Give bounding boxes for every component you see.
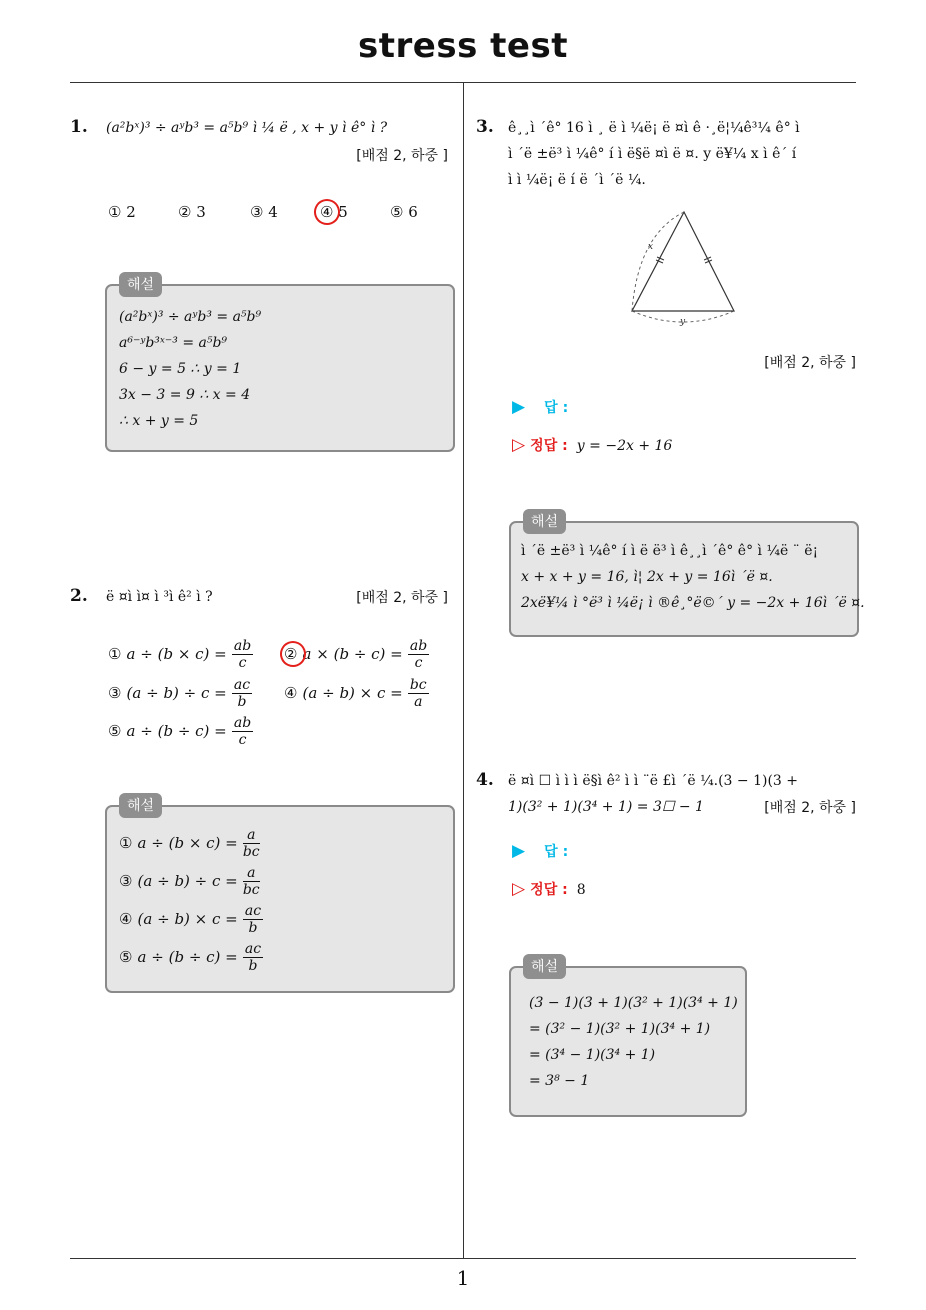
question-3-text-line: ê¸¸ì ´ê° 16 ì ¸ ë ì ¼ë¡ ë ¤ì ê ·¸ë¦¼ê³¼ ê° ì	[508, 120, 800, 136]
q1-solution-tag: 해설	[119, 272, 162, 297]
q4-answer-label: 답 :	[544, 844, 569, 860]
page-number: 1	[456, 1266, 470, 1290]
denominator: c	[238, 655, 247, 671]
numerator: ac	[244, 941, 262, 957]
q2-choice-3[interactable]	[108, 677, 252, 710]
column-divider	[463, 82, 464, 1258]
question-3-text-line: ì ´ë ±ë³ ì ¼ê° í ì ë§ë ¤ì ë ¤. y ë¥¼ x ì ê´ í	[508, 146, 797, 162]
choice-marker: ⑤	[108, 722, 122, 740]
choice-marker: ③	[119, 872, 133, 890]
fraction	[408, 677, 429, 710]
q3-final-value: y = −2x + 16	[576, 438, 673, 454]
q4-solution-line: = (3⁴ − 1)(3⁴ + 1)	[529, 1047, 656, 1063]
page-title: stress test	[358, 26, 568, 66]
q2-choice-4[interactable]	[284, 677, 429, 710]
q2-solution-tag: 해설	[119, 793, 162, 818]
q2-solution-line	[119, 827, 260, 860]
choice-marker: ②	[284, 645, 298, 663]
q1-choice-4[interactable]: ④ 5	[320, 203, 348, 221]
q4-final-label: 정답 :	[530, 882, 568, 898]
question-3-meta: [배점 2, 하중 ]	[764, 355, 856, 371]
question-1-number: 1.	[70, 117, 88, 137]
q2-solution-line	[119, 941, 263, 974]
choice-expression: (a ÷ b) × c =	[302, 684, 403, 702]
question-4-text	[508, 768, 798, 820]
solution-expression: a ÷ (b ÷ c) =	[137, 948, 238, 966]
choice-marker: ④	[284, 684, 298, 702]
numerator: a	[243, 827, 260, 844]
q4-solution-line: = 3⁸ − 1	[529, 1073, 590, 1089]
q4-solution-tag: 해설	[523, 954, 566, 979]
fraction	[243, 865, 260, 898]
fraction	[232, 638, 253, 671]
fraction	[243, 903, 263, 936]
question-2-meta: [배점 2, 하중 ]	[356, 590, 448, 606]
footer-rule	[70, 1258, 856, 1259]
q3-answer-row	[512, 397, 568, 417]
q1-choice-3[interactable]: ③ 4	[250, 203, 278, 221]
question-4-meta: [배점 2, 하중 ]	[764, 800, 856, 816]
choice-marker: ③	[108, 684, 122, 702]
q3-answer-label: 답 :	[544, 400, 569, 416]
play-arrow-icon: ▶	[512, 841, 526, 861]
question-4-number: 4.	[476, 770, 494, 790]
choice-expression: a ÷ (b × c) =	[126, 645, 227, 663]
fraction	[243, 827, 260, 860]
choice-marker: ④	[119, 910, 133, 928]
q2-choice-1[interactable]	[108, 638, 253, 671]
q2-solution-line	[119, 865, 260, 898]
numerator: ab	[233, 638, 252, 654]
numerator: bc	[409, 677, 427, 693]
q4-final-answer-row	[512, 877, 586, 903]
question-2-text: ë ¤ì ì¤ ì ³ì ê² ì ?	[106, 589, 213, 605]
numerator: ac	[233, 677, 251, 693]
fraction	[408, 638, 429, 671]
denominator: bc	[242, 844, 260, 860]
q4-solution-line: (3 − 1)(3 + 1)(3² + 1)(3⁴ + 1)	[529, 995, 738, 1011]
question-1-text: (a²bˣ)³ ÷ aʸb³ = a⁵b⁹ ì ¼ ë , x + y ì ê° ì ?	[106, 120, 388, 136]
solution-expression: (a ÷ b) × c =	[137, 910, 238, 928]
choice-marker: ⑤	[119, 948, 133, 966]
q3-solution-line: ì ´ë ±ë³ ì ¼ê° í ì ë ë³ ì ê¸¸ì ´ê° ê° ì ¼ë ¨ ë¡	[521, 543, 819, 559]
q3-solution-tag: 해설	[523, 509, 566, 534]
outline-arrow-icon: ▷	[512, 435, 526, 455]
play-arrow-icon: ▶	[512, 397, 526, 417]
question-3-number: 3.	[476, 117, 494, 137]
q3-solution-line: x + x + y = 16, ì¦ 2x + y = 16ì ´ë ¤.	[521, 569, 773, 585]
q2-solution-line	[119, 903, 263, 936]
solution-expression: a ÷ (b × c) =	[137, 834, 238, 852]
figure-label-y: y	[680, 317, 686, 327]
question-1-meta: [배점 2, 하중 ]	[356, 148, 448, 164]
denominator: c	[238, 732, 247, 748]
choice-marker: ①	[119, 834, 133, 852]
fraction	[232, 677, 252, 710]
q1-marked-answer-circle	[310, 195, 343, 228]
numerator: a	[243, 865, 260, 882]
numerator: ac	[244, 903, 262, 919]
denominator: a	[414, 694, 423, 710]
denominator: c	[414, 655, 423, 671]
fraction	[243, 941, 263, 974]
q4-solution-box	[509, 966, 747, 1117]
denominator: b	[248, 920, 258, 936]
q1-solution-box	[105, 284, 455, 452]
question-2-number: 2.	[70, 586, 88, 606]
denominator: b	[237, 694, 247, 710]
q2-solution-box	[105, 805, 455, 993]
fraction	[232, 715, 253, 748]
q2-choice-5[interactable]	[108, 715, 253, 748]
choice-expression: (a ÷ b) ÷ c =	[126, 684, 227, 702]
q4-answer-row	[512, 841, 568, 861]
choice-expression: a ÷ (b ÷ c) =	[126, 722, 227, 740]
triangle-figure	[618, 205, 748, 330]
question-3-text-line: ì ì ¼ë¡ ë í ë ´ì ´ë ¼.	[508, 172, 646, 188]
numerator: ab	[409, 638, 428, 654]
q1-solution-line: ∴ x + y = 5	[119, 413, 199, 429]
q1-solution-line: 6 − y = 5 ∴ y = 1	[119, 361, 242, 377]
solution-expression: (a ÷ b) ÷ c =	[137, 872, 238, 890]
q3-solution-line: 2xë¥¼ ì °ë³ ì ¼ë¡ ì ®ê¸°ë©´ y = −2x + 16ì ´ë ¤.	[521, 595, 865, 611]
choice-marker: ①	[108, 645, 122, 663]
q1-choice-2[interactable]: ② 3	[178, 203, 206, 221]
question-4-text-line: 1)(3² + 1)(3⁴ + 1) = 3☐ − 1	[508, 799, 704, 815]
q1-choice-1[interactable]: ① 2	[108, 203, 136, 221]
numerator: ab	[233, 715, 252, 731]
q3-final-answer-row	[512, 433, 672, 459]
q1-choice-5[interactable]: ⑤ 6	[390, 203, 418, 221]
q1-solution-line: 3x − 3 = 9 ∴ x = 4	[119, 387, 251, 403]
q3-solution-box	[509, 521, 865, 637]
q1-solution-line: (a²bˣ)³ ÷ aʸb³ = a⁵b⁹	[119, 309, 262, 325]
q1-solution-line: a⁶⁻ʸb³ˣ⁻³ = a⁵b⁹	[119, 335, 228, 351]
choice-expression: a × (b ÷ c) =	[302, 645, 403, 663]
question-3-text	[508, 115, 800, 193]
question-4-text-line: ë ¤ì ☐ ì ì ì ë§ì ê² ì ì ¨ë £ì ´ë ¼.(3 − 1)(3 +	[508, 773, 799, 789]
q4-solution-line: = (3² − 1)(3² + 1)(3⁴ + 1)	[529, 1021, 711, 1037]
figure-label-x: x	[648, 242, 654, 252]
denominator: bc	[242, 882, 260, 898]
isosceles-triangle	[632, 212, 734, 311]
q3-final-label: 정답 :	[530, 438, 568, 454]
outline-arrow-icon: ▷	[512, 879, 526, 899]
denominator: b	[248, 958, 258, 974]
q4-final-value: 8	[576, 882, 586, 898]
